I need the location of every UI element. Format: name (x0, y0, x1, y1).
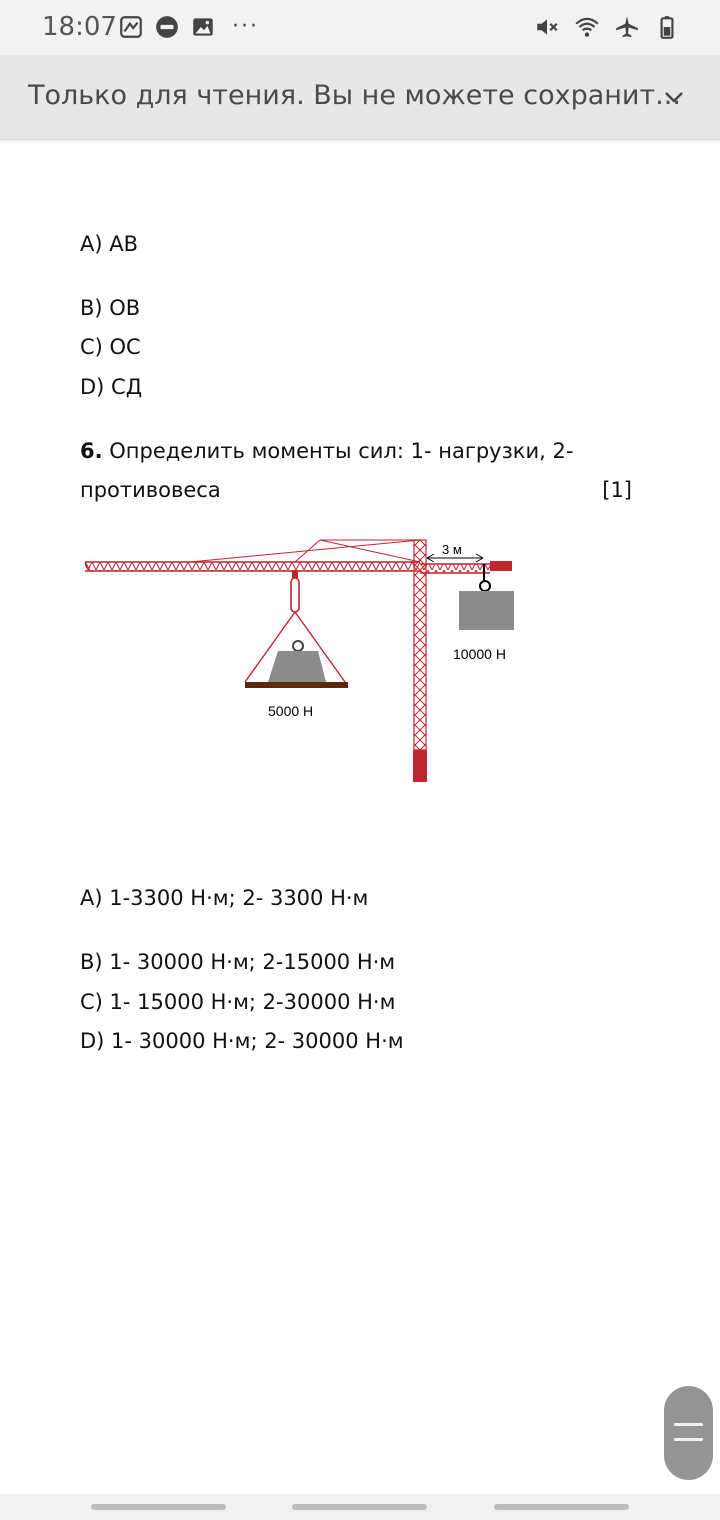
status-time: 18:07 (42, 12, 117, 42)
nav-back-button[interactable] (494, 1504, 629, 1510)
handle-line-icon (674, 1438, 703, 1441)
prev-option-b: B) OB (80, 296, 141, 320)
gallery-icon (190, 14, 216, 40)
answer-option-d: D) 1- 30000 Н·м; 2- 30000 Н·м (80, 1029, 404, 1053)
battery-icon (654, 14, 680, 40)
counterweight-label: 10000 Н (453, 646, 506, 662)
answer-option-a: A) 1-3300 Н·м; 2- 3300 Н·м (80, 886, 369, 910)
mute-icon (534, 14, 560, 40)
read-only-banner[interactable] (0, 55, 720, 140)
question-text-line2: противовеса (80, 478, 221, 502)
messenger-icon (154, 14, 180, 40)
question-text-line1: Определить моменты сил: 1- нагрузки, 2- (102, 439, 574, 463)
answer-option-c: C) 1- 15000 Н·м; 2-30000 Н·м (80, 990, 396, 1014)
prev-option-a: A) AB (80, 232, 139, 256)
question-mark: [1] (602, 478, 632, 502)
read-only-text: Только для чтения. Вы не можете сохранит... (28, 80, 681, 111)
answer-option-b: B) 1- 30000 Н·м; 2-15000 Н·м (80, 950, 396, 974)
status-icons-right (534, 14, 680, 40)
wifi-icon (574, 14, 600, 40)
status-bar (0, 0, 720, 55)
question-6-title (80, 439, 573, 463)
chevron-down-icon[interactable] (662, 85, 686, 109)
load-label: 5000 Н (268, 703, 314, 719)
navigation-bar (0, 1494, 720, 1520)
crane-figure (80, 530, 530, 790)
screenshot-icon (118, 14, 144, 40)
question-number: 6. (80, 439, 103, 463)
crane-mast (413, 540, 427, 782)
prev-option-d: D) СД (80, 375, 143, 399)
handle-line-icon (674, 1423, 703, 1426)
nav-home-button[interactable] (292, 1504, 427, 1510)
scroll-handle[interactable] (664, 1386, 713, 1480)
status-icons-left (118, 14, 259, 40)
more-notifications: ··· (232, 14, 259, 39)
crane-counter-jib (420, 561, 512, 573)
prev-option-c: C) OC (80, 335, 141, 359)
crane-cables (190, 540, 420, 562)
crane-jib (85, 562, 420, 571)
distance-label: 3 м (442, 542, 462, 557)
load (245, 570, 348, 688)
airplane-icon (614, 14, 640, 40)
nav-recents-button[interactable] (91, 1504, 226, 1510)
counterweight (459, 564, 514, 630)
